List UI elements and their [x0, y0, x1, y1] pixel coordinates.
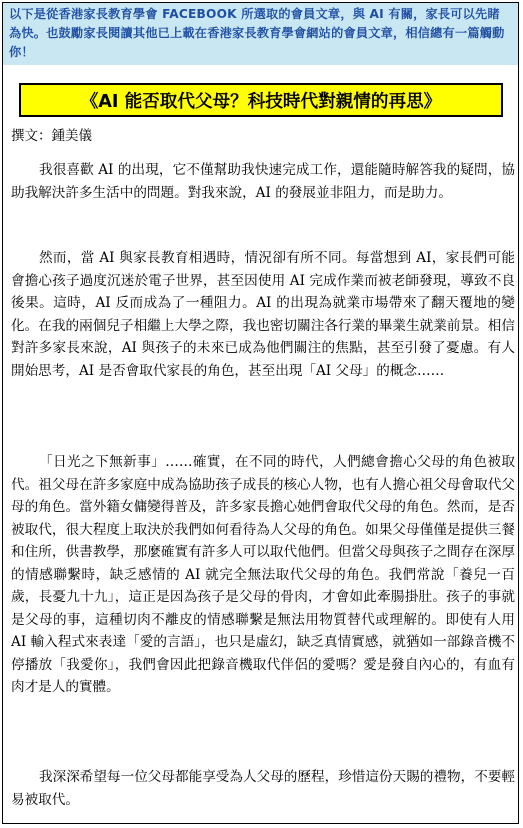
intro-banner-text: 以下是從香港家長教育學會 FACEBOOK 所選取的會員文章，與 AI 有關，家長可以先睹為快。也鼓勵家長閱讀其他已上載在香港家長教育學會網站的會員文章，相信總有一篇觸動你！ [9, 7, 505, 59]
article-title: 《AI 能否取代父母？科技時代對親情的再思》 [80, 91, 442, 112]
article-author: 撰文：鍾美儀 [11, 128, 92, 144]
document-page [2, 2, 519, 824]
article-paragraph: 我很喜歡 AI 的出現，它不僅幫助我快速完成工作，還能隨時解答我的疑問，協助我解決許多生活中的問題。對我來說，AI 的發展並非阻力，而是助力。 [11, 162, 515, 201]
article-paragraph: 我深深希望每一位父母都能享受為人父母的歷程，珍惜這份天賜的禮物，不要輕易被取代。 [11, 769, 515, 808]
intro-banner [3, 3, 518, 65]
article-title-box [19, 83, 503, 117]
article-paragraph: 然而，當 AI 與家長教育相遇時，情況卻有所不同。每當想到 AI，家長們可能會擔心孩子過度沉迷於電子世界，甚至因使用 AI 完成作業而被老師發現，導致不良後果。這時，AI 反而成為了一種阻力。AI 的出現為就業市場帶來了翻天覆地的變化。在我的兩個兒子相繼上大學之際，我也密切關注各行業的畢業生就業前景。相信對許多家長來說，AI 與孩子的未來已成為他們關注的焦點，甚至引發了憂慮。有人開始思考，AI 是否會取代家長的角色，甚至出現「AI 父母」的概念…… [11, 250, 515, 379]
article-paragraph: 「日光之下無新事」……確實，在不同的時代，人們總會擔心父母的角色被取代。祖父母在許多家庭中成為協助孩子成長的核心人物，也有人擔心祖父母會取代父母的角色。當外籍女傭變得普及，許多家長擔心她們會取代父母的角色。然而，是否被取代，很大程度上取決於我們如何看待為人父母的角色。如果父母僅僅是提供三餐和住所，供書教學，那麼確實有許多人可以取代他們。但當父母與孩子之間存在深厚的情感聯繫時，缺乏感情的 AI 就完全無法取代父母的角色。我們常說「養兒一百歲，長憂九十九」，這正是因為孩子是父母的骨肉，才會如此牽腸掛肚。孩子的事就是父母的事，這種切肉不離皮的情感聯繫是無法用物質替代或理解的。即使有人用 AI 輸入程式來表達「愛的言語」，也只是虛幻，缺乏真情實感，就猶如一部錄音機不停播放「我愛你」，我們會因此把錄音機取代伴侶的愛嗎？愛是發自內心的，有血有肉才是人的實體。 [11, 454, 515, 695]
